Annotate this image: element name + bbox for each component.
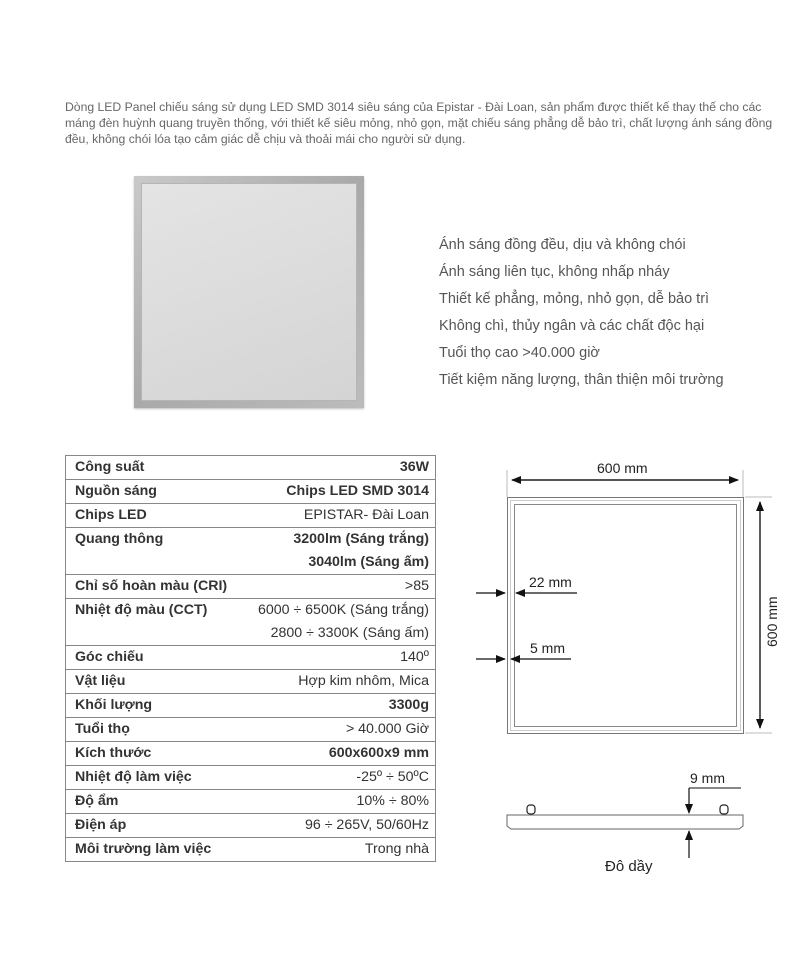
table-row (66, 599, 436, 623)
spec-value: 36W (241, 456, 436, 480)
spec-label: Chips LED (66, 504, 241, 528)
feature-item: Tiết kiệm năng lượng, thân thiện môi trường (439, 372, 724, 388)
spec-label: Công suất (66, 456, 241, 480)
spec-value: -25º ÷ 50ºC (241, 766, 436, 790)
spec-value: EPISTAR- Đài Loan (241, 504, 436, 528)
spec-label: Kích thước (66, 742, 241, 766)
spec-value: 2800 ÷ 3300K (Sáng ấm) (241, 622, 436, 646)
spec-table (65, 455, 436, 862)
frame-width-label: 22 mm (529, 574, 572, 590)
table-row (66, 646, 436, 670)
spec-value: 3300g (241, 694, 436, 718)
feature-list (439, 233, 724, 395)
table-row (66, 456, 436, 480)
table-row (66, 528, 436, 552)
spec-value: >85 (241, 575, 436, 599)
table-row (66, 766, 436, 790)
table-row (66, 480, 436, 504)
spec-value: 10% ÷ 80% (241, 790, 436, 814)
height-label: 600 mm (764, 596, 780, 647)
table-row (66, 694, 436, 718)
spec-label: Nhiệt độ làm việc (66, 766, 241, 790)
feature-item: Ánh sáng đồng đều, dịu và không chói (439, 237, 686, 253)
spec-value: 3040lm (Sáng ấm) (241, 551, 436, 575)
width-label: 600 mm (597, 460, 648, 476)
spec-label: Môi trường làm việc (66, 838, 241, 862)
dimension-diagram (470, 455, 800, 885)
spec-value: 96 ÷ 265V, 50/60Hz (241, 814, 436, 838)
table-row-continuation (66, 551, 436, 575)
spec-label: Độ ẩm (66, 790, 241, 814)
table-row (66, 504, 436, 528)
spec-label: Góc chiếu (66, 646, 241, 670)
spec-label: Chỉ số hoàn màu (CRI) (66, 575, 241, 599)
table-row (66, 814, 436, 838)
spec-value: Hợp kim nhôm, Mica (241, 670, 436, 694)
table-row-continuation (66, 622, 436, 646)
spec-value: 140º (241, 646, 436, 670)
intro-paragraph: Dòng LED Panel chiếu sáng sử dụng LED SMD 3014 siêu sáng của Epistar - Đài Loan, sản phẩm được thiết kế thay thế cho các máng đèn huỳnh quang truyền thống, với thiết kế siêu mỏng, nhỏ gọn, mặt chiếu sáng phẳng dễ bảo trì, chất lượng ánh sáng đồng đều, không chói lóa tạo cảm giác dễ chịu và thoải mái cho người sử dụng. (65, 100, 773, 146)
spec-label: Nguồn sáng (66, 480, 241, 504)
feature-item: Tuổi thọ cao >40.000 giờ (439, 345, 600, 361)
feature-item: Ánh sáng liên tục, không nhấp nháy (439, 264, 670, 280)
spec-label: Khối lượng (66, 694, 241, 718)
spec-label: Vật liệu (66, 670, 241, 694)
feature-item: Không chì, thủy ngân và các chất độc hại (439, 318, 705, 334)
table-row (66, 575, 436, 599)
table-row (66, 838, 436, 862)
spec-value: Trong nhà (241, 838, 436, 862)
side-view-caption: Đô dầy (605, 858, 653, 875)
spec-value: > 40.000 Giờ (241, 718, 436, 742)
panel-surface (141, 183, 357, 401)
spec-label: Nhiệt độ màu (CCT) (66, 599, 241, 623)
spec-label: Quang thông (66, 528, 241, 552)
product-image (134, 176, 364, 408)
dimension-drawing (470, 455, 800, 885)
table-row (66, 718, 436, 742)
table-row (66, 742, 436, 766)
feature-item: Thiết kế phẳng, mỏng, nhỏ gọn, dễ bảo trì (439, 291, 710, 307)
spec-label: Điện áp (66, 814, 241, 838)
spec-value: 3200lm (Sáng trắng) (241, 528, 436, 552)
table-row (66, 790, 436, 814)
edge-width-label: 5 mm (530, 640, 565, 656)
table-row (66, 670, 436, 694)
thickness-label: 9 mm (690, 770, 725, 786)
spec-value: Chips LED SMD 3014 (241, 480, 436, 504)
spec-value: 6000 ÷ 6500K (Sáng trắng) (241, 599, 436, 623)
spec-value: 600x600x9 mm (241, 742, 436, 766)
spec-label: Tuổi thọ (66, 718, 241, 742)
